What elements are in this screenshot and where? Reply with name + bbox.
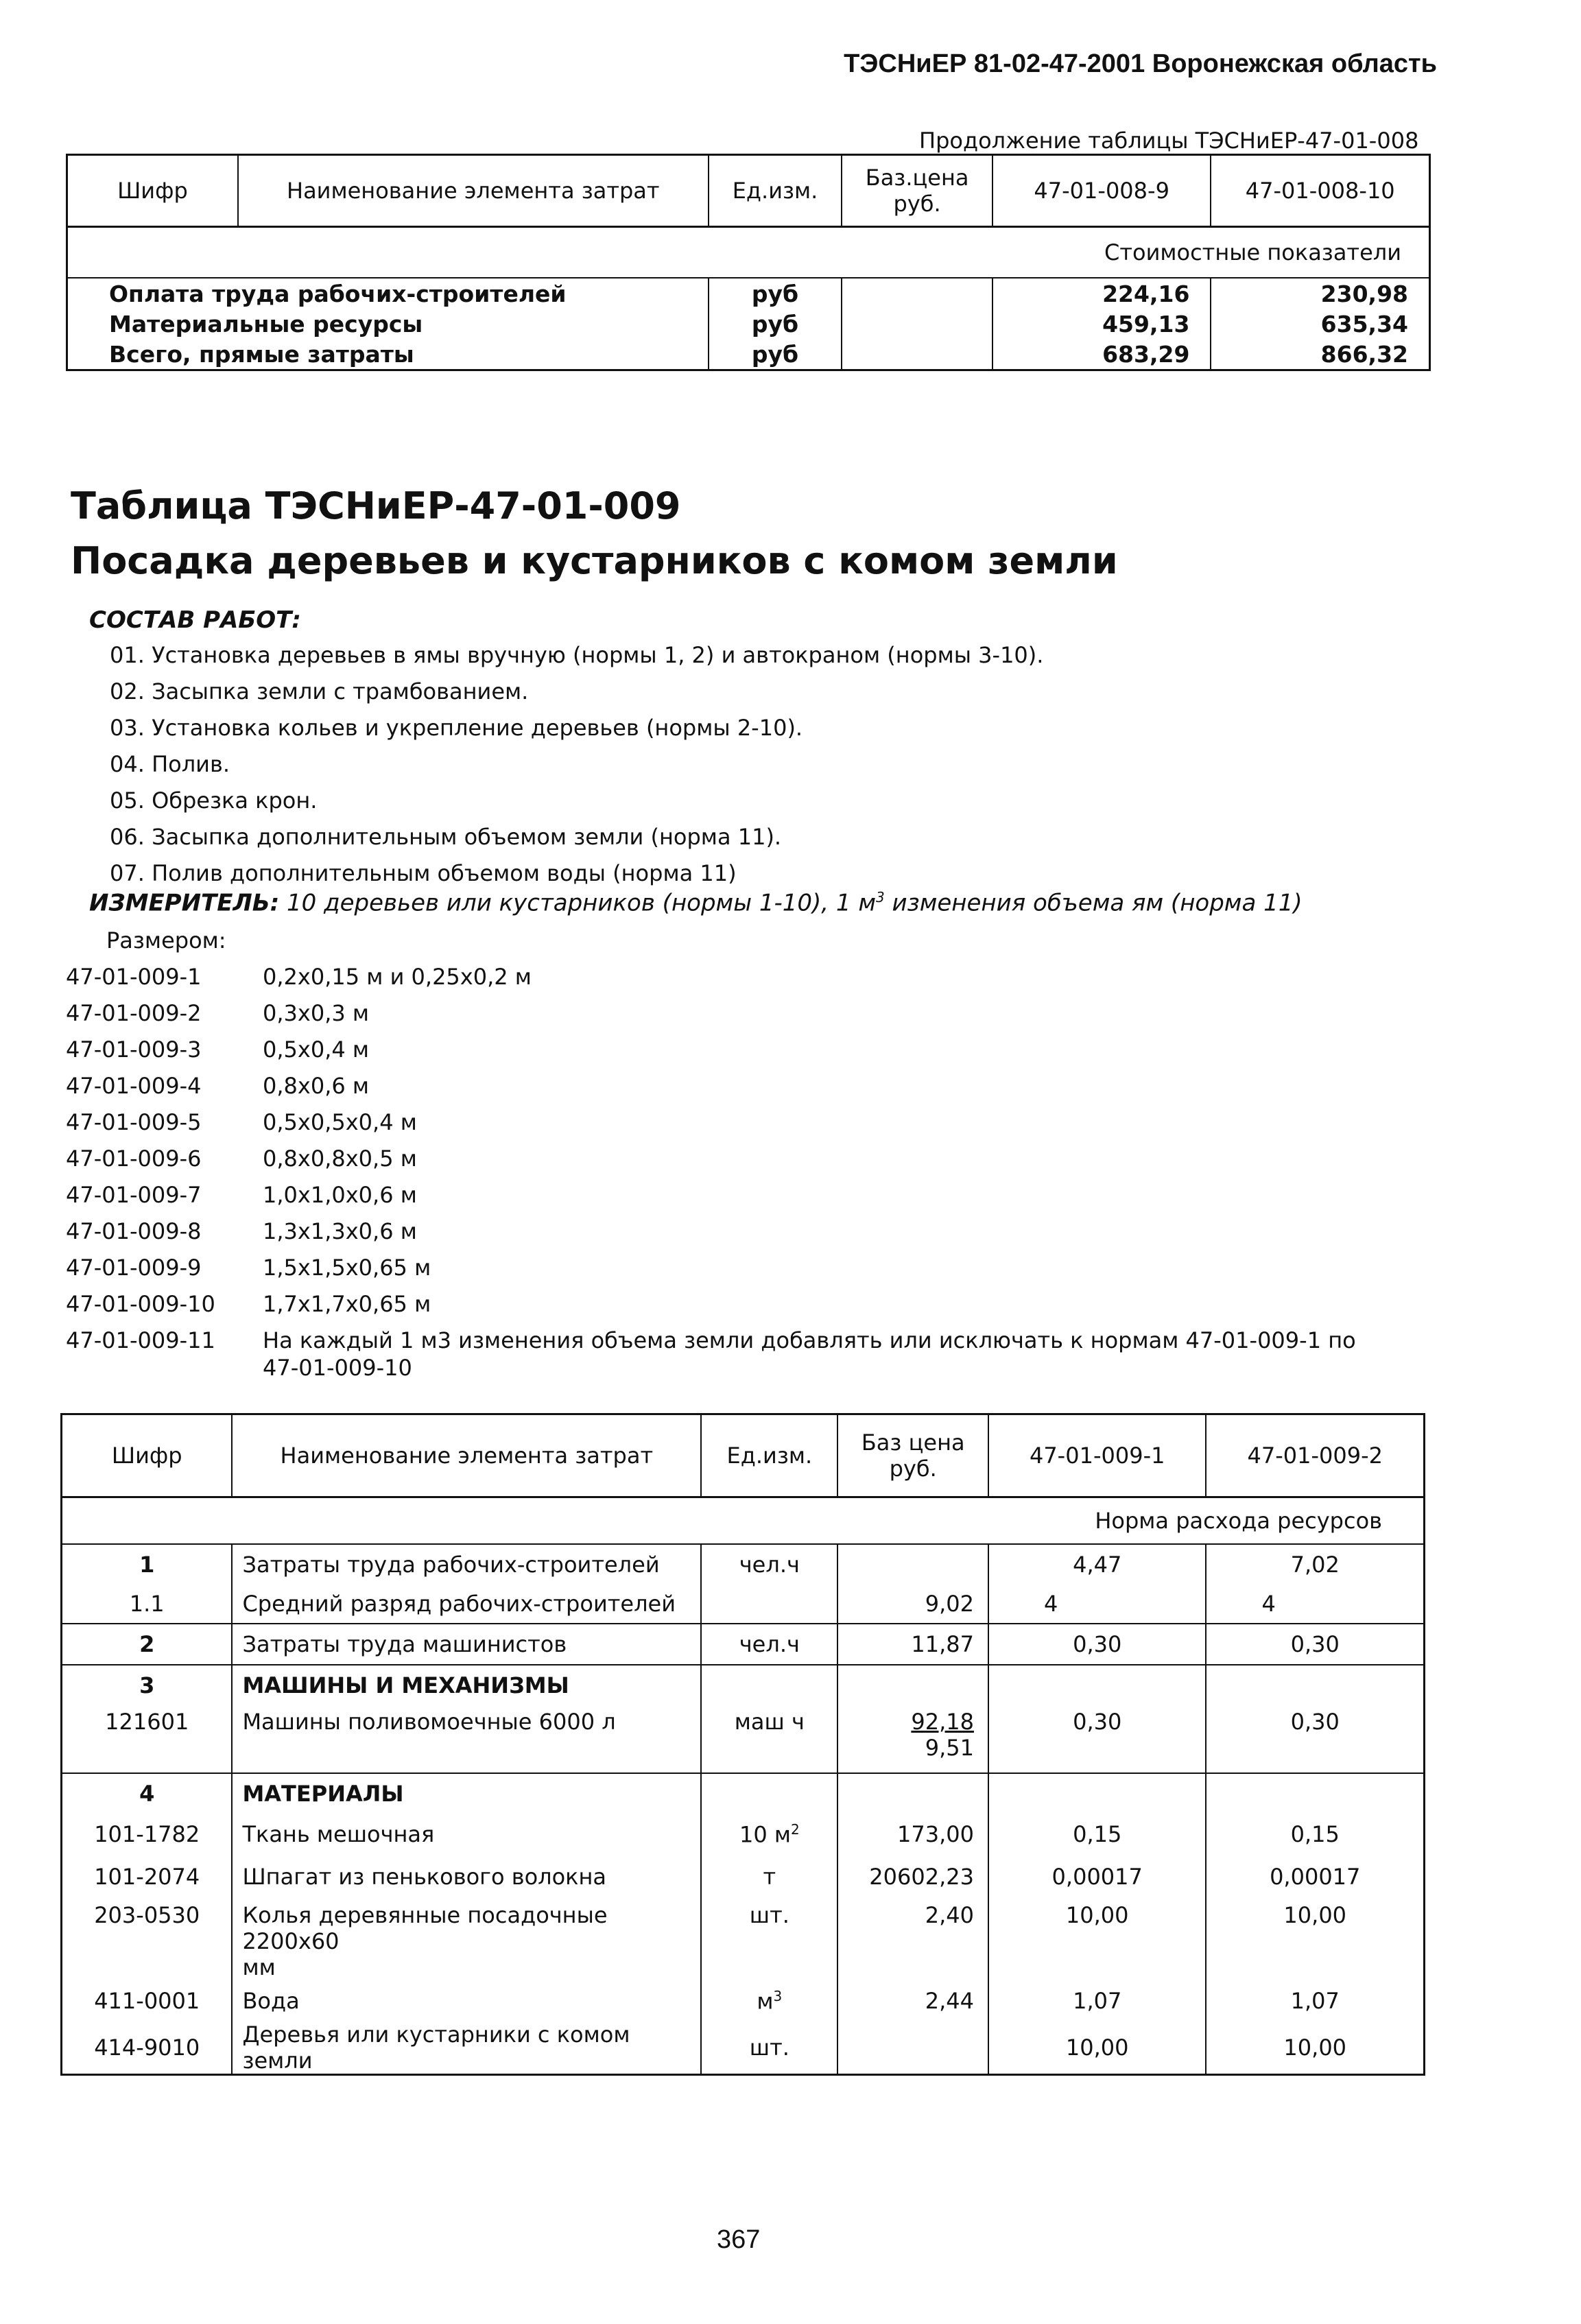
sostav-label: СОСТАВ РАБОТ:	[89, 606, 301, 634]
norm-desc: 1,5x1,5x0,65 м	[263, 1255, 431, 1281]
cell-price	[837, 2021, 988, 2075]
cell-code: 101-1782	[94, 1821, 200, 1847]
cell-v1: 0,30	[988, 1624, 1206, 1665]
cell-price: 2,40	[837, 1898, 988, 1980]
cell-price: 173,00	[837, 1813, 988, 1855]
work-item: 04. Полив.	[110, 751, 230, 777]
cell-price: 20602,23	[837, 1855, 988, 1898]
measurer-text-2: изменения объема ям (норма 11)	[884, 889, 1303, 917]
table-row	[62, 1705, 1425, 1773]
cell-v2: 10,00	[1206, 2021, 1424, 2075]
norm-desc: 0,3x0,3 м	[263, 1000, 370, 1026]
work-item: 02. Засыпка земли с трамбованием.	[110, 678, 529, 704]
col-header-price: Баз цена руб.	[837, 1414, 988, 1497]
cell-unit: шт.	[701, 2021, 837, 2075]
table-row	[62, 1855, 1425, 1898]
cell-unit-sup: 2	[790, 1821, 800, 1838]
table-row	[62, 1544, 1425, 1584]
col-header-norm-1: 47-01-009-1	[988, 1414, 1206, 1497]
col-header-code: Шифр	[62, 1414, 233, 1497]
table-row	[62, 1624, 1425, 1665]
row-value-2: 866,32	[1211, 339, 1429, 370]
norm-code: 47-01-009-10	[66, 1291, 215, 1317]
cell-code: 203-0530	[94, 1902, 200, 1928]
cell-code: 1.1	[129, 1590, 165, 1617]
measurer-label: ИЗМЕРИТЕЛЬ:	[89, 889, 280, 917]
col-header-norm-2: 47-01-009-2	[1206, 1414, 1424, 1497]
work-item: 03. Установка кольев и укрепление деревьев (нормы 2-10).	[110, 715, 803, 741]
row-value-1: 683,29	[992, 339, 1211, 370]
cell-unit-sup: 3	[773, 1987, 783, 2004]
cell-v2: 0,00017	[1206, 1855, 1424, 1898]
cell-unit: т	[701, 1855, 837, 1898]
row-value-1: 459,13	[992, 309, 1211, 339]
table-row	[62, 1898, 1425, 1980]
cell-v1: 0,30	[988, 1705, 1206, 1773]
cell-price: 11,87	[837, 1624, 988, 1665]
cell-code: 414-9010	[94, 2035, 200, 2061]
col-header-unit: Ед.изм.	[701, 1414, 837, 1497]
norm-desc: 0,8x0,8x0,5 м	[263, 1146, 417, 1172]
table-row	[62, 1665, 1425, 1705]
work-item: 06. Засыпка дополнительным объемом земли (норма 11).	[110, 824, 782, 850]
work-item: 05. Обрезка крон.	[110, 787, 318, 814]
cell-unit: маш ч	[701, 1705, 837, 1773]
cell-name: Шпагат из пенькового волокна	[232, 1855, 701, 1898]
measurer-text: 10 деревьев или кустарников (нормы 1-10), 1 м	[287, 889, 876, 917]
table-subtitle: Посадка деревьев и кустарников с комом земли	[71, 539, 1118, 582]
col-header-name: Наименование элемента затрат	[232, 1414, 701, 1497]
cell-name-line-2: мм	[242, 1954, 276, 1980]
cell-name: Средний разряд рабочих-строителей	[232, 1584, 701, 1624]
cell-name: Деревья или кустарники с комом земли	[232, 2021, 701, 2075]
cost-indicators-label: Стоимостные показатели	[992, 227, 1430, 278]
norm-desc: 1,3x1,3x0,6 м	[263, 1218, 417, 1244]
document-header: ТЭСНиЕР 81-02-47-2001 Воронежская область	[844, 49, 1437, 78]
measurer	[89, 889, 1303, 916]
cell-name: Машины поливомоечные 6000 л	[232, 1705, 701, 1773]
norm-code: 47-01-009-6	[66, 1146, 202, 1172]
norm-code: 47-01-009-9	[66, 1255, 202, 1281]
continuation-table	[66, 154, 1431, 371]
cell-price	[837, 1705, 988, 1773]
resource-table	[60, 1413, 1425, 2076]
col-header-price: Баз.цена руб.	[842, 155, 992, 227]
norm-code: 47-01-009-3	[66, 1036, 202, 1063]
cell-code: 4	[62, 1773, 233, 1813]
row-value-2: 230,98	[1211, 278, 1429, 309]
cell-name: Ткань мешочная	[232, 1813, 701, 1855]
cell-v2: 0,15	[1206, 1813, 1424, 1855]
cell-name: МАШИНЫ И МЕХАНИЗМЫ	[232, 1665, 701, 1705]
row-unit: руб	[709, 278, 842, 309]
cell-v2: 0,30	[1206, 1624, 1424, 1665]
cell-unit-text: м	[757, 1988, 774, 2015]
cell-unit-text: 10 м	[739, 1821, 791, 1848]
col-header-name: Наименование элемента затрат	[238, 155, 709, 227]
cell-v1: 1,07	[988, 1980, 1206, 2021]
norm-desc-continued: 47-01-009-10	[263, 1355, 412, 1381]
cell-name: Затраты труда машинистов	[232, 1624, 701, 1665]
cell-v1: 10,00	[988, 1898, 1206, 1980]
cell-price	[837, 1544, 988, 1584]
cell-code: 101-2074	[94, 1864, 200, 1890]
norm-code: 47-01-009-4	[66, 1073, 202, 1099]
razmer-label: Размером:	[106, 927, 226, 953]
cell-code: 3	[62, 1665, 233, 1705]
table-row	[62, 1773, 1425, 1813]
cell-v1: 10,00	[988, 2021, 1206, 2075]
norm-code: 47-01-009-7	[66, 1182, 202, 1208]
table-title: Таблица ТЭСНиЕР-47-01-009	[71, 484, 681, 527]
norm-desc: 1,7x1,7x0,65 м	[263, 1291, 431, 1317]
cell-name	[232, 1898, 701, 1980]
cell-price: 2,44	[837, 1980, 988, 2021]
work-item: 07. Полив дополнительным объемом воды (норма 11)	[110, 860, 737, 886]
norm-desc: На каждый 1 м3 изменения объема земли добавлять или исключать к нормам 47-01-009-1 по	[263, 1327, 1356, 1353]
cell-unit: шт.	[701, 1898, 837, 1980]
table-row	[62, 1813, 1425, 1855]
norm-label: Норма расхода ресурсов	[988, 1497, 1425, 1545]
norm-code: 47-01-009-11	[66, 1327, 215, 1353]
cell-v2: 7,02	[1206, 1544, 1424, 1584]
cell-price-line-1: 92,18	[911, 1709, 974, 1735]
cell-name: Вода	[232, 1980, 701, 2021]
cell-unit	[701, 1584, 837, 1624]
work-item: 01. Установка деревьев в ямы вручную (нормы 1, 2) и автокраном (нормы 3-10).	[110, 642, 1044, 668]
cell-unit	[701, 1980, 837, 2021]
cell-code: 2	[62, 1624, 233, 1665]
norm-code: 47-01-009-5	[66, 1109, 202, 1135]
col-header-norm-10: 47-01-008-10	[1211, 155, 1429, 227]
row-name: Всего, прямые затраты	[109, 340, 414, 368]
cell-v2: 1,07	[1206, 1980, 1424, 2021]
cell-v2: 4	[1206, 1584, 1424, 1624]
norm-desc: 0,5x0,5x0,4 м	[263, 1109, 417, 1135]
norm-code: 47-01-009-1	[66, 964, 202, 990]
cell-unit: чел.ч	[701, 1544, 837, 1584]
table-row	[62, 1584, 1425, 1624]
cell-code: 1	[139, 1551, 155, 1578]
row-unit: руб	[709, 309, 842, 339]
cell-v1: 4,47	[988, 1544, 1206, 1584]
row-value-2: 635,34	[1211, 309, 1429, 339]
norm-code: 47-01-009-8	[66, 1218, 202, 1244]
cell-code: 411-0001	[94, 1988, 200, 2014]
cell-v1: 0,15	[988, 1813, 1206, 1855]
cell-code: 121601	[105, 1709, 189, 1735]
measurer-sup: 3	[876, 889, 885, 905]
cell-v1: 0,00017	[988, 1855, 1206, 1898]
cell-price: 9,02	[837, 1584, 988, 1624]
row-name: Материальные ресурсы	[109, 310, 423, 337]
row-unit: руб	[709, 339, 842, 370]
cell-v2: 10,00	[1206, 1898, 1424, 1980]
norm-desc: 0,5x0,4 м	[263, 1036, 370, 1063]
cell-v2: 0,30	[1206, 1705, 1424, 1773]
cell-unit	[701, 1813, 837, 1855]
cell-v1: 4	[988, 1584, 1206, 1624]
norm-code: 47-01-009-2	[66, 1000, 202, 1026]
page-number: 367	[717, 2225, 761, 2254]
row-value-1: 224,16	[992, 278, 1211, 309]
cell-unit: чел.ч	[701, 1624, 837, 1665]
continuation-caption: Продолжение таблицы ТЭСНиЕР-47-01-008	[919, 128, 1419, 154]
col-header-code: Шифр	[67, 155, 238, 227]
norm-desc: 1,0x1,0x0,6 м	[263, 1182, 417, 1208]
row-name: Оплата труда рабочих-строителей	[109, 280, 567, 307]
norm-desc: 0,2x0,15 м и 0,25x0,2 м	[263, 964, 532, 990]
cell-name: Затраты труда рабочих-строителей	[232, 1544, 701, 1584]
table-row	[62, 1980, 1425, 2021]
table-row	[62, 2021, 1425, 2075]
col-header-norm-9: 47-01-008-9	[992, 155, 1211, 227]
cell-price-line-2: 9,51	[925, 1735, 974, 1761]
norm-desc: 0,8x0,6 м	[263, 1073, 370, 1099]
col-header-unit: Ед.изм.	[709, 155, 842, 227]
cell-name-line-1: Колья деревянные посадочные 2200x60	[242, 1902, 608, 1954]
cell-name: МАТЕРИАЛЫ	[232, 1773, 701, 1813]
